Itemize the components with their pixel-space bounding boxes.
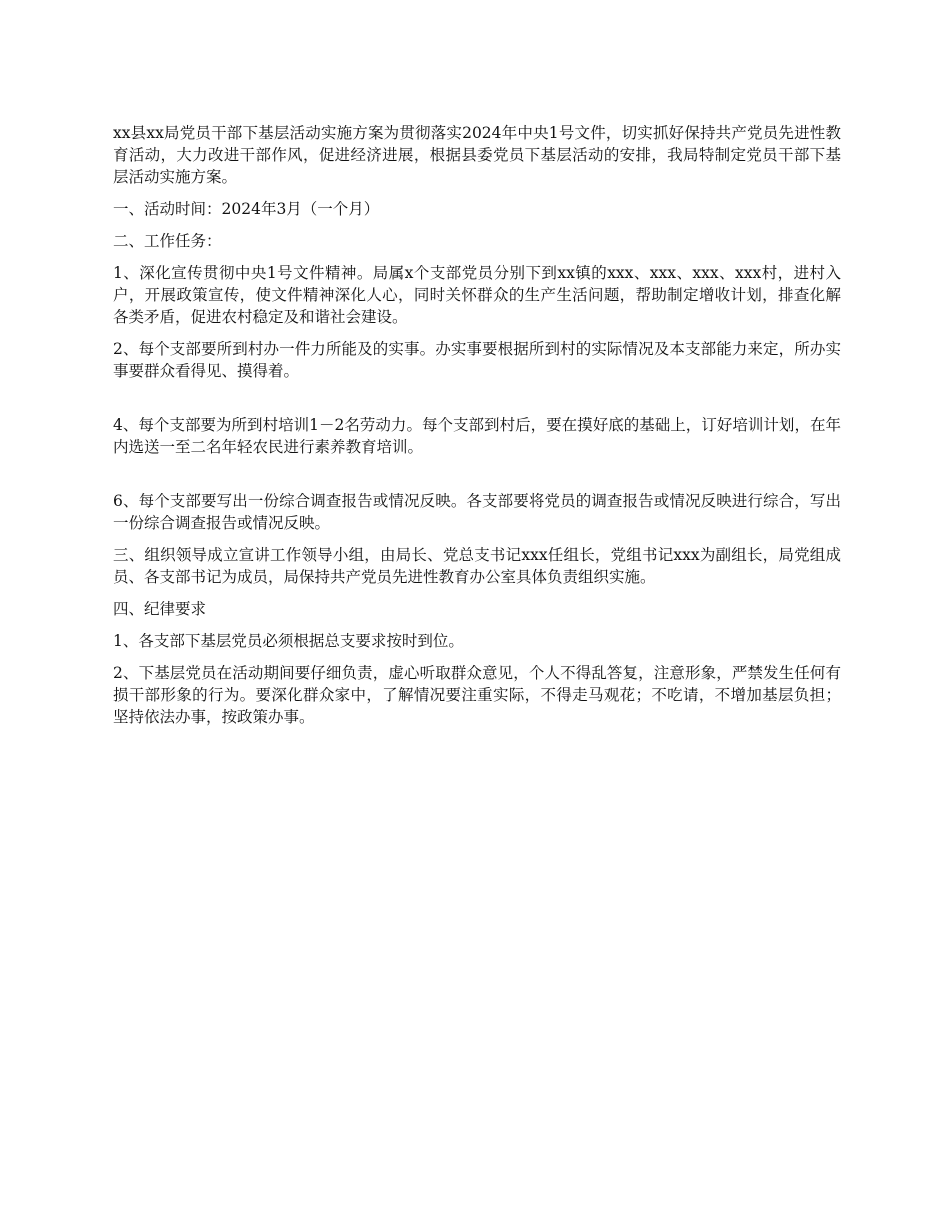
- discipline-2-paragraph: 2、下基层党员在活动期间要仔细负责，虚心听取群众意见，个人不得乱答复，注意形象，严禁发生任何有损干部形象的行为。要深化群众家中，了解情况要注重实际，不得走马观花；不吃请，不增加基层负担；坚持依法办事，按政策办事。: [113, 664, 841, 726]
- task-1-paragraph: 1、深化宣传贯彻中央1号文件精神。局属x个支部党员分别下到xx镇的xxx、xxx、xxx、xxx村，进村入户，开展政策宣传，使文件精神深化人心，同时关怀群众的生产生活问题，帮助制定增收计划，排查化解各类矛盾，促进农村稳定及和谐社会建设。: [113, 264, 841, 326]
- discipline-1-paragraph: 1、各支部下基层党员必须根据总支要求按时到位。: [113, 632, 464, 650]
- task-4-paragraph: 4、每个支部要为所到村培训1－2名劳动力。每个支部到村后，要在摸好底的基础上，订好培训计划，在年内选送一至二名年轻农民进行素养教育培训。: [113, 416, 841, 456]
- blank-gap: [113, 392, 841, 414]
- discipline-heading: 四、纪律要求: [113, 600, 207, 618]
- work-tasks-heading: 二、工作任务：: [113, 232, 222, 250]
- task-2-paragraph: 2、每个支部要所到村办一件力所能及的实事。办实事要根据所到村的实际情况及本支部能力来定，所办实事要群众看得见、摸得着。: [113, 340, 841, 380]
- intro-paragraph: xx县xx局党员干部下基层活动实施方案为贯彻落实2024年中央1号文件，切实抓好保持共产党员先进性教育活动，大力改进干部作风，促进经济进展，根据县委党员下基层活动的安排，我局特制定党员干部下基层活动实施方案。: [113, 124, 841, 186]
- document-body: [113, 122, 841, 738]
- organization-paragraph: 三、组织领导成立宣讲工作领导小组，由局长、党总支书记xxx任组长，党组书记xxx为副组长，局党组成员、各支部书记为成员，局保持共产党员先进性教育办公室具体负责组织实施。: [113, 546, 841, 586]
- task-6-paragraph: 6、每个支部要写出一份综合调查报告或情况反映。各支部要将党员的调查报告或情况反映进行综合，写出一份综合调查报告或情况反映。: [113, 492, 841, 532]
- activity-time-heading: 一、活动时间：2024年3月（一个月）: [113, 200, 380, 218]
- blank-gap: [113, 468, 841, 490]
